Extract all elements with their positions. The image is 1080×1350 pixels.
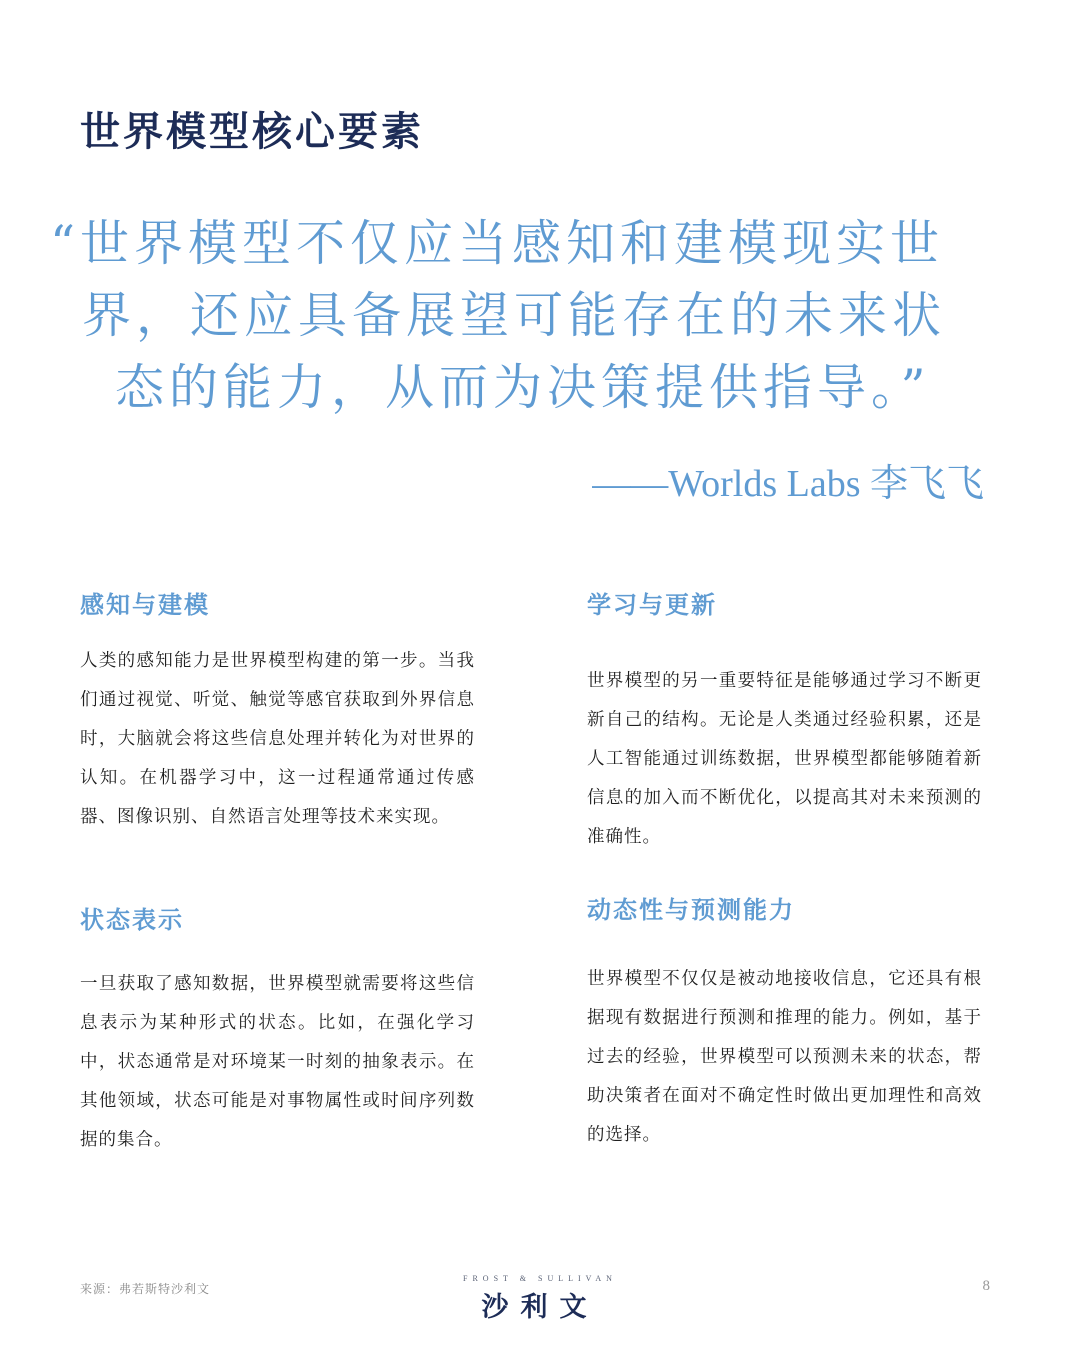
section-body: 世界模型的另一重要特征是能够通过学习不断更新自己的结构。无论是人类通过经验积累，还是人工智能通过训练数据，世界模型都能够随着新信息的加入而不断优化，以提高其对未来预测的准确性。 <box>587 671 982 847</box>
section-body: 人类的感知能力是世界模型构建的第一步。当我们通过视觉、听觉、触觉等感官获取到外界信息时，大脑就会将这些信息处理并转化为对世界的认知。在机器学习中，这一过程通常通过传感器、图像识别、自然语言处理等技术来实现。 <box>80 651 475 827</box>
section-dynamics-prediction <box>587 890 982 1155</box>
section-body: 一旦获取了感知数据，世界模型就需要将这些信息表示为某种形式的状态。比如，在强化学习中，状态通常是对环境某一时刻的抽象表示。在其他领域，状态可能是对事物属性或时间序列数据的集合。 <box>80 974 475 1150</box>
quote-line-3: 态的能力，从而为决策提供指导。” <box>115 359 931 416</box>
section-heading: 感知与建模 <box>80 590 210 619</box>
page-number: 8 <box>982 1278 990 1294</box>
frost-sullivan-logo <box>455 1274 625 1324</box>
section-learning-updating <box>587 585 982 857</box>
quote-line-2: 界，还应具备展望可能存在的未来状 <box>82 287 947 344</box>
quote-line-1: “世界模型不仅应当感知和建模现实世 <box>50 215 945 272</box>
section-heading: 学习与更新 <box>587 590 717 619</box>
logo-chinese-text: 沙利文 <box>481 1292 599 1323</box>
page-title: 世界模型核心要素 <box>80 108 424 155</box>
section-heading: 动态性与预测能力 <box>587 895 795 924</box>
footer-source: 来源：弗若斯特沙利文 <box>80 1282 211 1296</box>
section-perception-modeling <box>80 585 475 837</box>
section-body: 世界模型不仅仅是被动地接收信息，它还具有根据现有数据进行预测和推理的能力。例如，基于过去的经验，世界模型可以预测未来的状态，帮助决策者在面对不确定性时做出更加理性和高效的选择。 <box>587 969 982 1145</box>
pull-quote <box>50 208 1020 424</box>
quote-attribution: ——Worlds Labs 李飞飞 <box>592 463 984 505</box>
section-heading: 状态表示 <box>80 905 184 934</box>
logo-english-text: FROST & SULLIVAN <box>463 1274 617 1283</box>
section-state-representation <box>80 900 475 1160</box>
